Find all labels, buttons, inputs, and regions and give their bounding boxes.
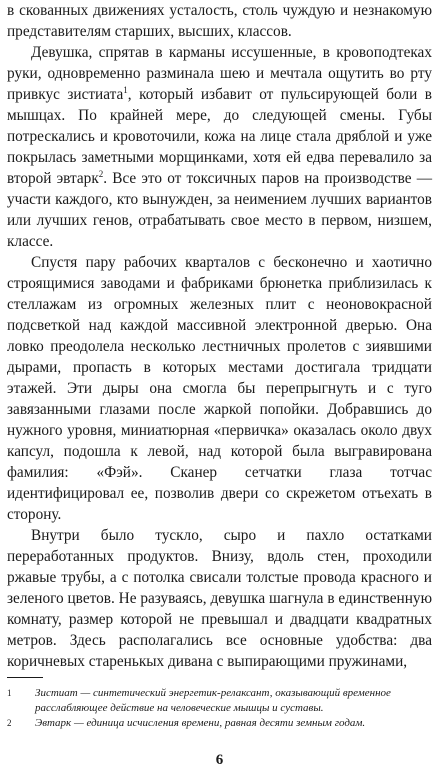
footnote-2-text: Эвтарк — единица исчисления времени, равная десяти земным годам.: [35, 717, 366, 729]
footnote-2: [7, 716, 432, 731]
paragraph-0: в скованных движениях усталость, столь чуждую и незнакомую представителям старших, высших, классов.: [7, 2, 432, 40]
page-number: 6: [215, 752, 224, 768]
footnote-divider: [7, 677, 43, 678]
footnote-1-text: Зистиат — синтетический энергетик-релаксант, оказывающий временное расслабляющее действие на человеческие мышцы и суставы.: [35, 687, 391, 714]
paragraph-1-part-c: . Все это от токсичных паров на производстве — участи каждого, кто вынужден, за неимением лучших вариантов или лучших генов, отрабатывать свое место в первом, низшем, классе.: [7, 170, 432, 250]
paragraph-2: Спустя пару рабочих кварталов с бесконечно и хаотично строящимися заводами и фабриками брюнетка приблизилась к стеллажам из огромных железных плит с неоновокрасной подсветкой над каждой массивной электронной дверью. Она ловко преодолела несколько лестничных пролетов с зиявшими дырами, пропасть в которых местами достигала тридцати этажей. Эти дыры она смогла бы перепрыгнуть и с туго завязанными глазами после жаркой попойки. Добравшись до нужного уровня, миниатюрная «первичка» оказалась около двух капсул, подошла к левой, над которой была выгравирована фамилия: «Фэй». Сканер сетчатки глаза тотчас идентифицировал ее, позволив двери со скрежетом отъехать в сторону.: [7, 254, 432, 523]
footnote-ref-2: 2: [98, 168, 104, 179]
footnote-1-number: 1: [7, 688, 12, 698]
paragraph-1-part-a: Девушка, спрятав в карманы иссушенные, в кровоподтеках руки, одновременно разминала шею и мечтала ощутить во рту привкус зистиата: [7, 44, 432, 103]
paragraph-1-part-b: , который избавит от пульсирующей боли в мышцах. По крайней мере, до следующей смены. Губы потрескались и кровоточили, кожа на лице стала дряблой и уже покрылась заметными морщинками, хотя ей едва перевалило за второй эвтарк: [7, 86, 432, 187]
main-text: [7, 0, 432, 672]
footnote-2-number: 2: [7, 718, 12, 728]
footnotes: [7, 686, 432, 731]
paragraph-3: Внутри было тускло, сыро и пахло остатками переработанных продуктов. Внизу, вдоль стен, проходили ржавые трубы, а с потолка свисали толстые провода красного и зеленого цветов. Не разуваясь, девушка шагнула в единственную комнату, размер которой не превышал и двадцати квадратных метров. Здесь располагались все основные удобства: два коричневых старенькых дивана с выпирающими пружинами,: [7, 527, 432, 670]
footnote-ref-1: 1: [123, 84, 128, 95]
paragraph-1: [7, 42, 432, 252]
footnote-1: [7, 686, 432, 716]
